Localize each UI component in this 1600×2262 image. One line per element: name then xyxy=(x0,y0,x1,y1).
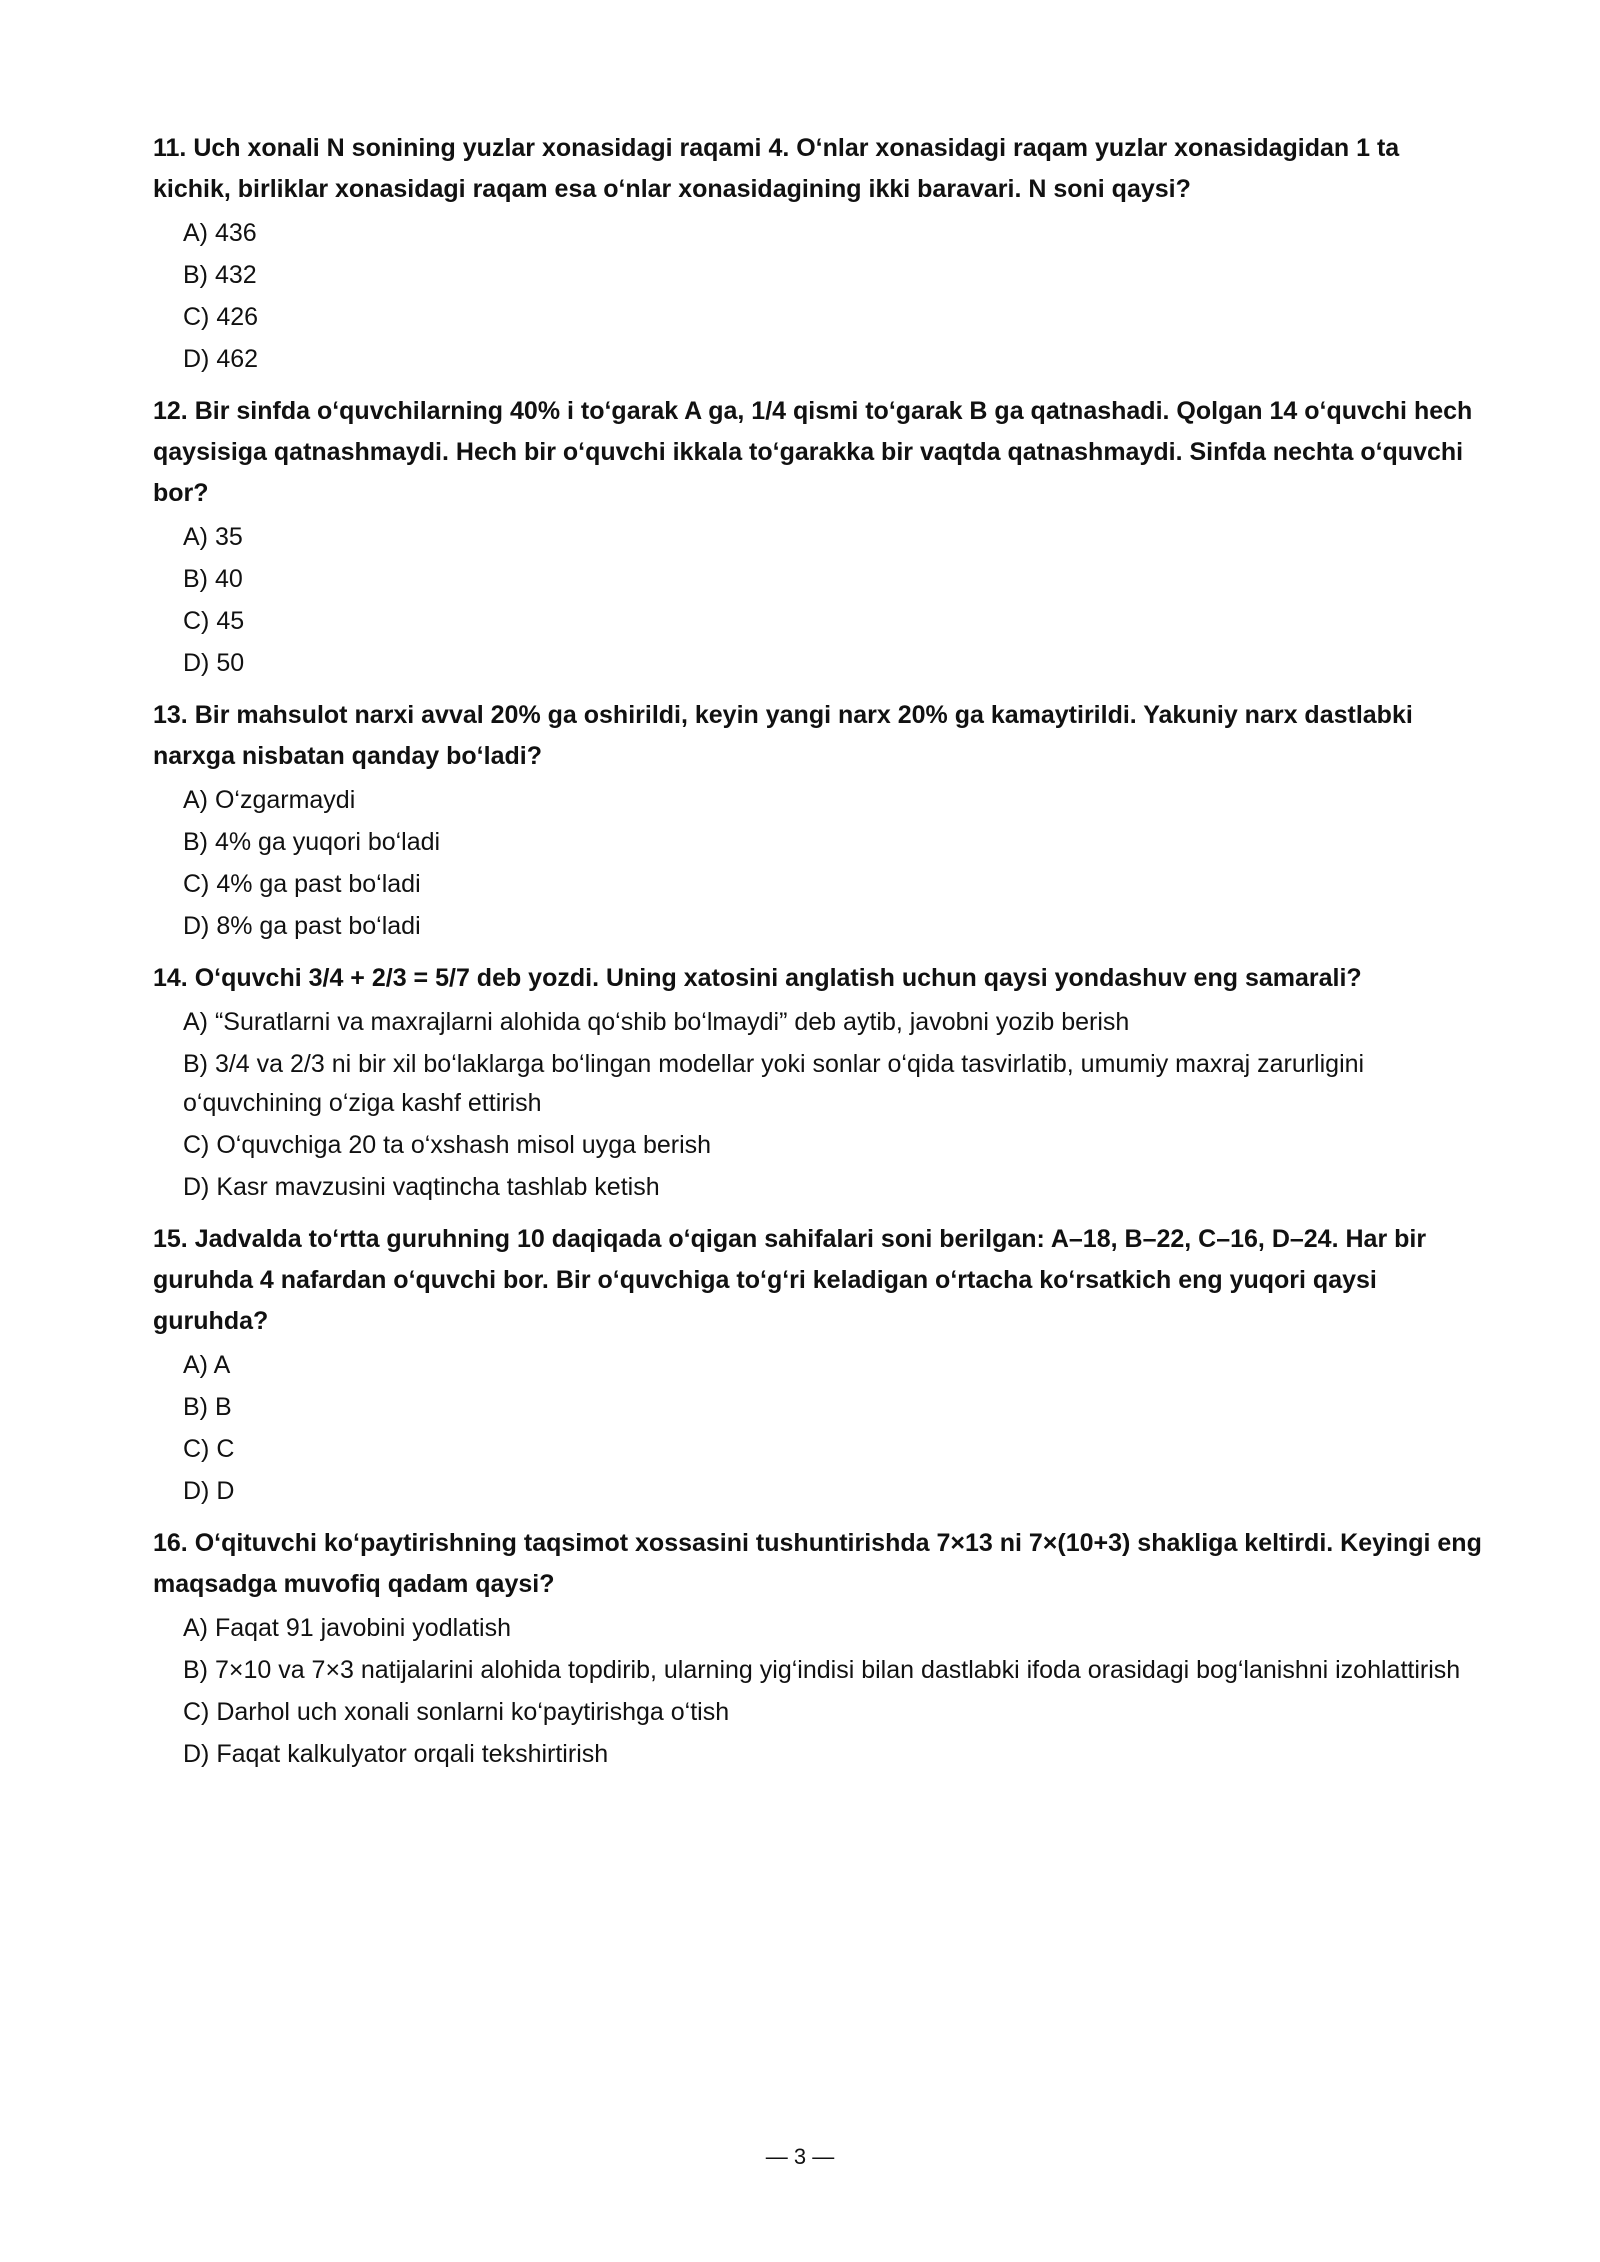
question-text: 12. Bir sinfda o‘quvchilarning 40% i to‘garak A ga, 1/4 qismi to‘garak B ga qatnashadi. Qolgan 14 o‘quvchi hech qaysisiga qatnashmaydi. Hech bir o‘quvchi ikkala to‘garakka bir vaqtda qatnashmaydi. Sinfda nechta o‘quvchi bor? xyxy=(153,397,1473,507)
option-d: D) Faqat kalkulyator orqali tekshirtirish xyxy=(183,1740,609,1768)
question-15 xyxy=(153,1219,1483,1511)
answer-options xyxy=(153,1346,1483,1511)
option-b: B) B xyxy=(183,1393,232,1421)
option-a: A) Faqat 91 javobini yodlatish xyxy=(183,1614,511,1642)
option-c: C) 426 xyxy=(183,303,259,331)
option-c: C) 4% ga past bo‘ladi xyxy=(183,870,421,898)
option-b: B) 3/4 va 2/3 ni bir xil bo‘laklarga bo‘lingan modellar yoki sonlar o‘qida tasvirlatib, umumiy maxraj zarurligini o‘quvchining o‘ziga kashf ettirish xyxy=(183,1050,1365,1117)
option-d: D) 50 xyxy=(183,649,245,677)
option-d: D) 8% ga past bo‘ladi xyxy=(183,912,421,940)
document-page xyxy=(153,128,1483,1786)
option-d: D) D xyxy=(183,1477,235,1505)
option-a: A) “Suratlarni va maxrajlarni alohida qo‘shib bo‘lmaydi” deb aytib, javobni yozib berish xyxy=(183,1008,1130,1036)
question-14 xyxy=(153,958,1483,1207)
option-a: A) A xyxy=(183,1351,231,1379)
option-a: A) 35 xyxy=(183,523,243,551)
option-b: B) 40 xyxy=(183,565,243,593)
option-d: D) 462 xyxy=(183,345,259,373)
page-number: — 3 — xyxy=(765,2144,835,2169)
option-b: B) 7×10 va 7×3 natijalarini alohida topdirib, ularning yig‘indisi bilan dastlabki ifoda orasidagi bog‘lanishni izohlattirish xyxy=(183,1656,1461,1684)
option-c: C) 45 xyxy=(183,607,245,635)
answer-options xyxy=(153,214,1483,379)
option-a: A) 436 xyxy=(183,219,257,247)
option-b: B) 4% ga yuqori bo‘ladi xyxy=(183,828,441,856)
question-11 xyxy=(153,128,1483,379)
answer-options xyxy=(153,518,1483,683)
question-text: 13. Bir mahsulot narxi avval 20% ga oshirildi, keyin yangi narx 20% ga kamaytirildi. Yakuniy narx dastlabki narxga nisbatan qanday bo‘ladi? xyxy=(153,701,1413,770)
question-text: 11. Uch xonali N sonining yuzlar xonasidagi raqami 4. O‘nlar xonasidagi raqam yuzlar xonasidagidan 1 ta kichik, birliklar xonasidagi raqam esa o‘nlar xonasidagining ikki baravari. N soni qaysi? xyxy=(153,134,1400,203)
question-16 xyxy=(153,1523,1483,1774)
question-text: 16. O‘qituvchi ko‘paytirishning taqsimot xossasini tushuntirishda 7×13 ni 7×(10+3) shakliga keltirdi. Keyingi eng maqsadga muvofiq qadam qaysi? xyxy=(153,1529,1482,1598)
question-text: 14. O‘quvchi 3/4 + 2/3 = 5/7 deb yozdi. Uning xatosini anglatish uchun qaysi yondashuv eng samarali? xyxy=(153,964,1362,992)
question-13 xyxy=(153,695,1483,946)
answer-options xyxy=(153,1609,1483,1774)
option-c: C) C xyxy=(183,1435,235,1463)
question-text: 15. Jadvalda to‘rtta guruhning 10 daqiqada o‘qigan sahifalari soni berilgan: A–18, B–22, C–16, D–24. Har bir guruhda 4 nafardan o‘quvchi bor. Bir o‘quvchiga to‘g‘ri keladigan o‘rtacha ko‘rsatkich eng yuqori qaysi guruhda? xyxy=(153,1225,1427,1335)
answer-options xyxy=(153,1003,1483,1207)
answer-options xyxy=(153,781,1483,946)
option-b: B) 432 xyxy=(183,261,257,289)
option-a: A) O‘zgarmaydi xyxy=(183,786,356,814)
option-c: C) O‘quvchiga 20 ta o‘xshash misol uyga berish xyxy=(183,1131,712,1159)
option-d: D) Kasr mavzusini vaqtincha tashlab ketish xyxy=(183,1173,660,1201)
option-c: C) Darhol uch xonali sonlarni ko‘paytirishga o‘tish xyxy=(183,1698,730,1726)
question-12 xyxy=(153,391,1483,683)
